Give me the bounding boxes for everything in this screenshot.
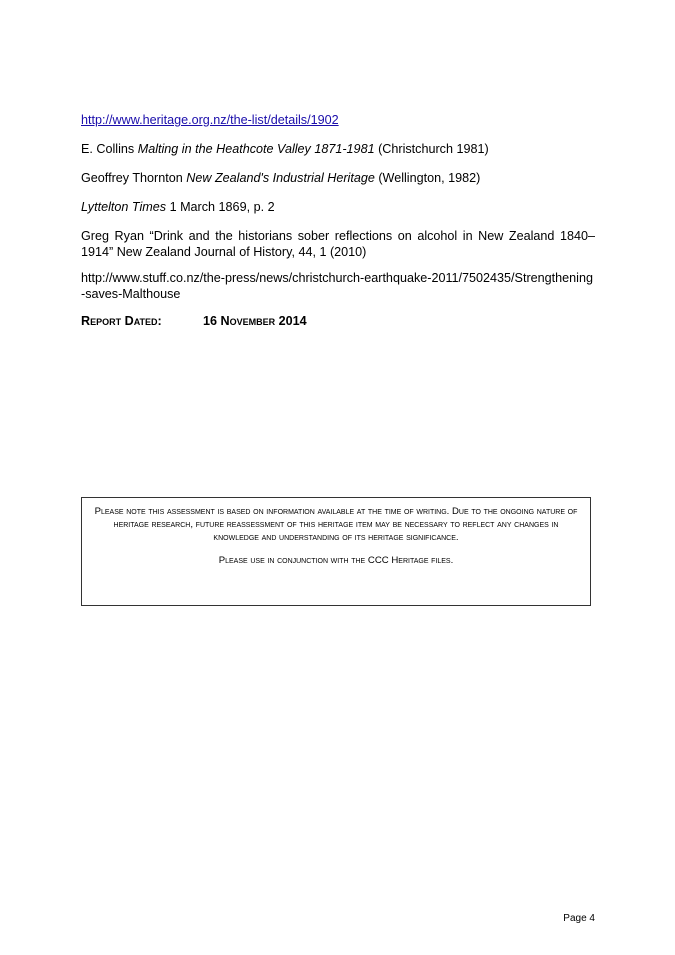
collins-title: Malting in the Heathcote Valley 1871-1981 xyxy=(137,142,375,156)
page-number: Page 4 xyxy=(563,913,595,924)
collins-author: E. Collins xyxy=(81,142,135,156)
heritage-notice-box xyxy=(81,497,591,606)
reference-heritage-url xyxy=(81,112,595,128)
thornton-author: Geoffrey Thornton xyxy=(81,171,183,185)
reference-collins xyxy=(81,141,595,157)
report-dated xyxy=(81,314,307,328)
report-date-value: 16 November 2014 xyxy=(203,314,307,328)
reference-ryan: Greg Ryan “Drink and the historians sober reflections on alcohol in New Zealand 1840–1914” New Zealand Journal of History, 44, 1 (2010) xyxy=(81,229,595,259)
lyttelton-title: Lyttelton Times xyxy=(81,200,167,214)
heritage-list-link[interactable]: http://www.heritage.org.nz/the-list/details/1902 xyxy=(81,113,339,127)
reference-stuff-url: http://www.stuff.co.nz/the-press/news/christchurch-earthquake-2011/7502435/Strengthening-saves-Malthouse xyxy=(81,271,593,301)
lyttelton-details: 1 March 1869, p. 2 xyxy=(169,200,275,214)
reference-lyttelton-times xyxy=(81,199,595,215)
collins-details: (Christchurch 1981) xyxy=(378,142,489,156)
thornton-details: (Wellington, 1982) xyxy=(378,171,481,185)
notice-paragraph-2: Please use in conjunction with the CCC Heritage files. xyxy=(218,555,454,566)
reference-thornton xyxy=(81,170,595,186)
report-dated-label: Report Dated: xyxy=(81,314,162,328)
notice-paragraph-1: Please note this assessment is based on information available at the time of writing. Due to the ongoing nature of heritage research, future reassessment of this heritage item may be necessary to reflect any changes in knowledge and understanding of its heritage significance. xyxy=(94,506,578,543)
thornton-title: New Zealand's Industrial Heritage xyxy=(186,171,375,185)
